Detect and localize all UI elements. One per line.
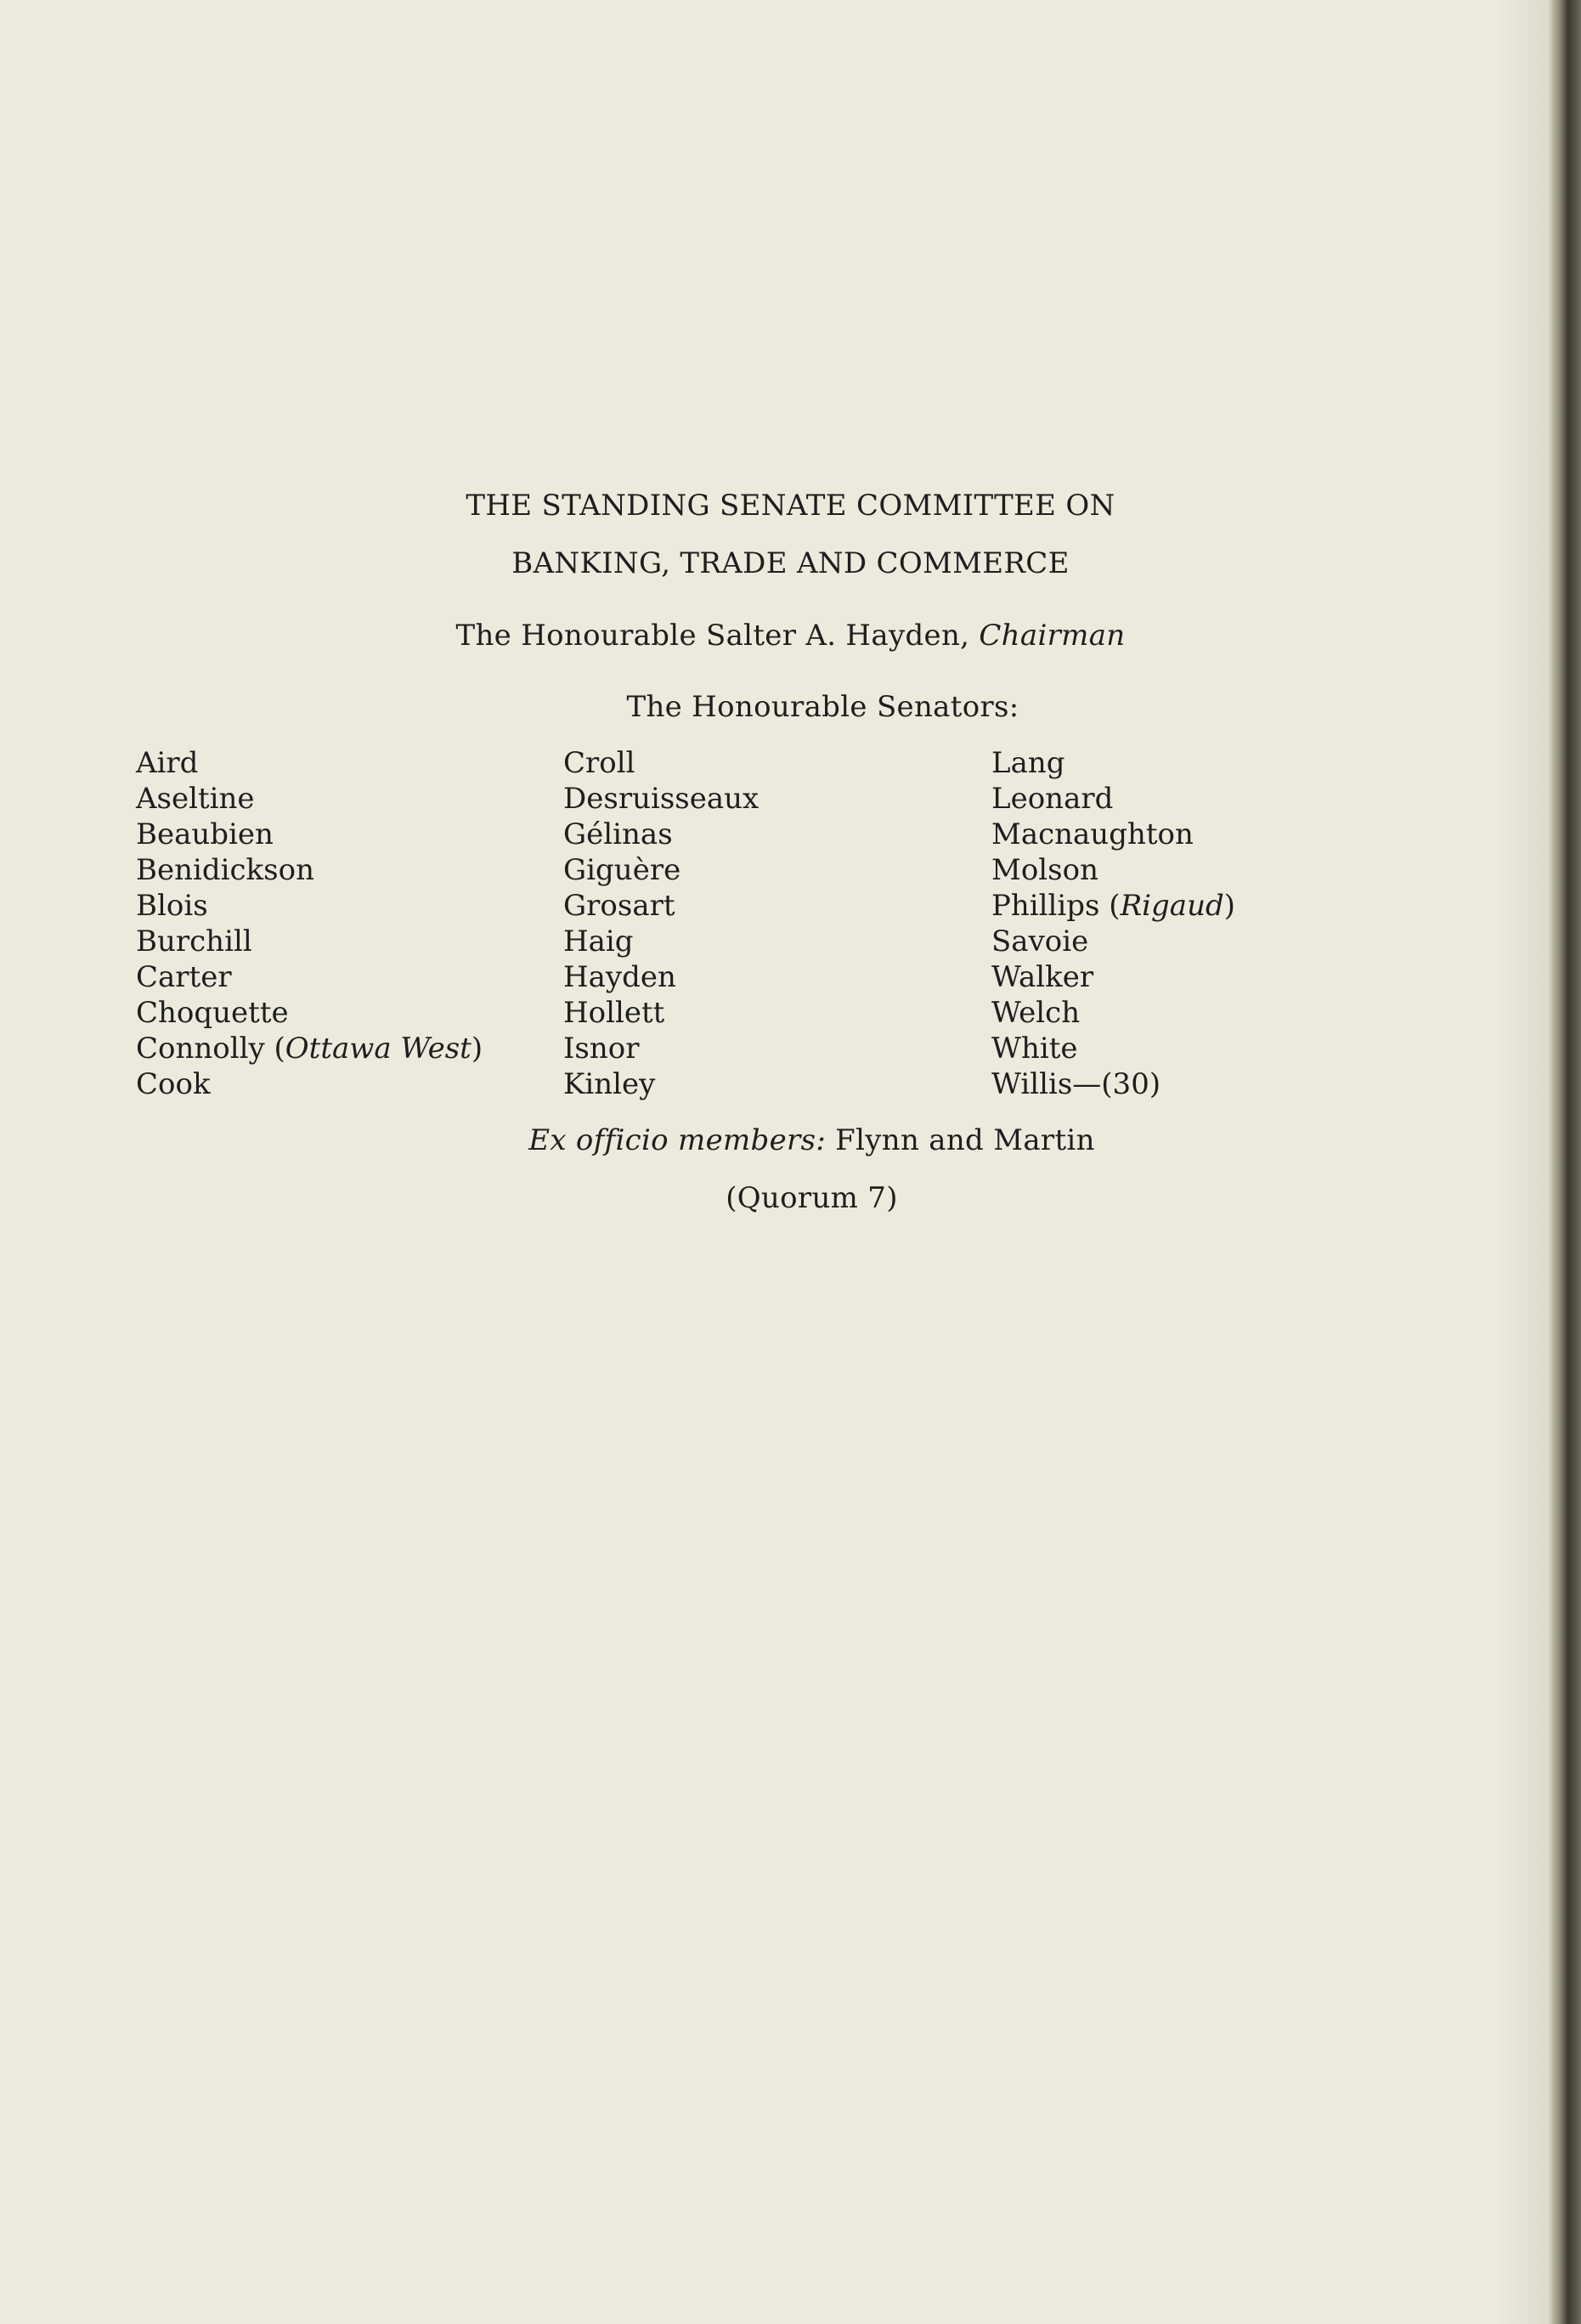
senator-name: Benidickson (136, 853, 314, 887)
committee-title-line2: BANKING, TRADE AND COMMERCE (511, 546, 1070, 580)
senator-name: Hollett (563, 996, 665, 1030)
senator-name: Connolly (Ottawa West) (136, 1032, 483, 1066)
chairman-line (0, 619, 1581, 653)
senator-name: Hayden (563, 960, 676, 994)
senator-name: Welch (991, 996, 1081, 1030)
chairman-name: The Honourable Salter A. Hayden, (455, 619, 980, 653)
senator-name: Macnaughton (991, 817, 1194, 851)
senator-name: Burchill (136, 925, 252, 958)
senator-name: Grosart (563, 889, 675, 923)
senator-name: Croll (563, 746, 635, 780)
senator-division: Rigaud (1120, 889, 1224, 923)
quorum-note: (Quorum 7) (726, 1181, 898, 1215)
senator-name: Choquette (136, 996, 289, 1030)
senators-column-1 (136, 745, 483, 1102)
ex-officio-label: Ex officio members: (528, 1123, 827, 1157)
chairman-role: Chairman (979, 619, 1126, 653)
senator-name: Haig (563, 925, 634, 958)
senator-name: White (991, 1032, 1078, 1066)
senator-name: Kinley (563, 1067, 656, 1101)
senator-name: Willis—(30) (991, 1067, 1161, 1101)
senator-name: Aseltine (136, 782, 255, 816)
senator-name: Leonard (991, 782, 1114, 816)
committee-title-line1: THE STANDING SENATE COMMITTEE ON (466, 489, 1115, 523)
senator-division: Ottawa West (285, 1032, 471, 1066)
page-shadow (1498, 0, 1549, 2324)
senator-name: Lang (991, 746, 1065, 780)
senator-name: Phillips (Rigaud) (991, 889, 1235, 923)
senator-name: Molson (991, 853, 1098, 887)
ex-officio-names: Flynn and Martin (826, 1123, 1095, 1157)
senator-name: Giguère (563, 853, 681, 887)
senator-name: Desruisseaux (563, 782, 759, 816)
senator-name: Walker (991, 960, 1094, 994)
senator-name: Carter (136, 960, 232, 994)
page-binding-edge (1549, 0, 1581, 2324)
senator-name: Gélinas (563, 817, 673, 851)
senator-name: Aird (136, 746, 199, 780)
senator-name: Isnor (563, 1032, 640, 1066)
senator-name: Beaubien (136, 817, 274, 851)
senator-name: Cook (136, 1067, 211, 1101)
ex-officio-line (21, 1123, 1581, 1157)
senators-column-3 (991, 745, 1235, 1102)
members-heading: The Honourable Senators: (626, 690, 1019, 724)
senators-column-2 (563, 745, 759, 1102)
senator-name: Savoie (991, 925, 1089, 958)
senator-name: Blois (136, 889, 208, 923)
